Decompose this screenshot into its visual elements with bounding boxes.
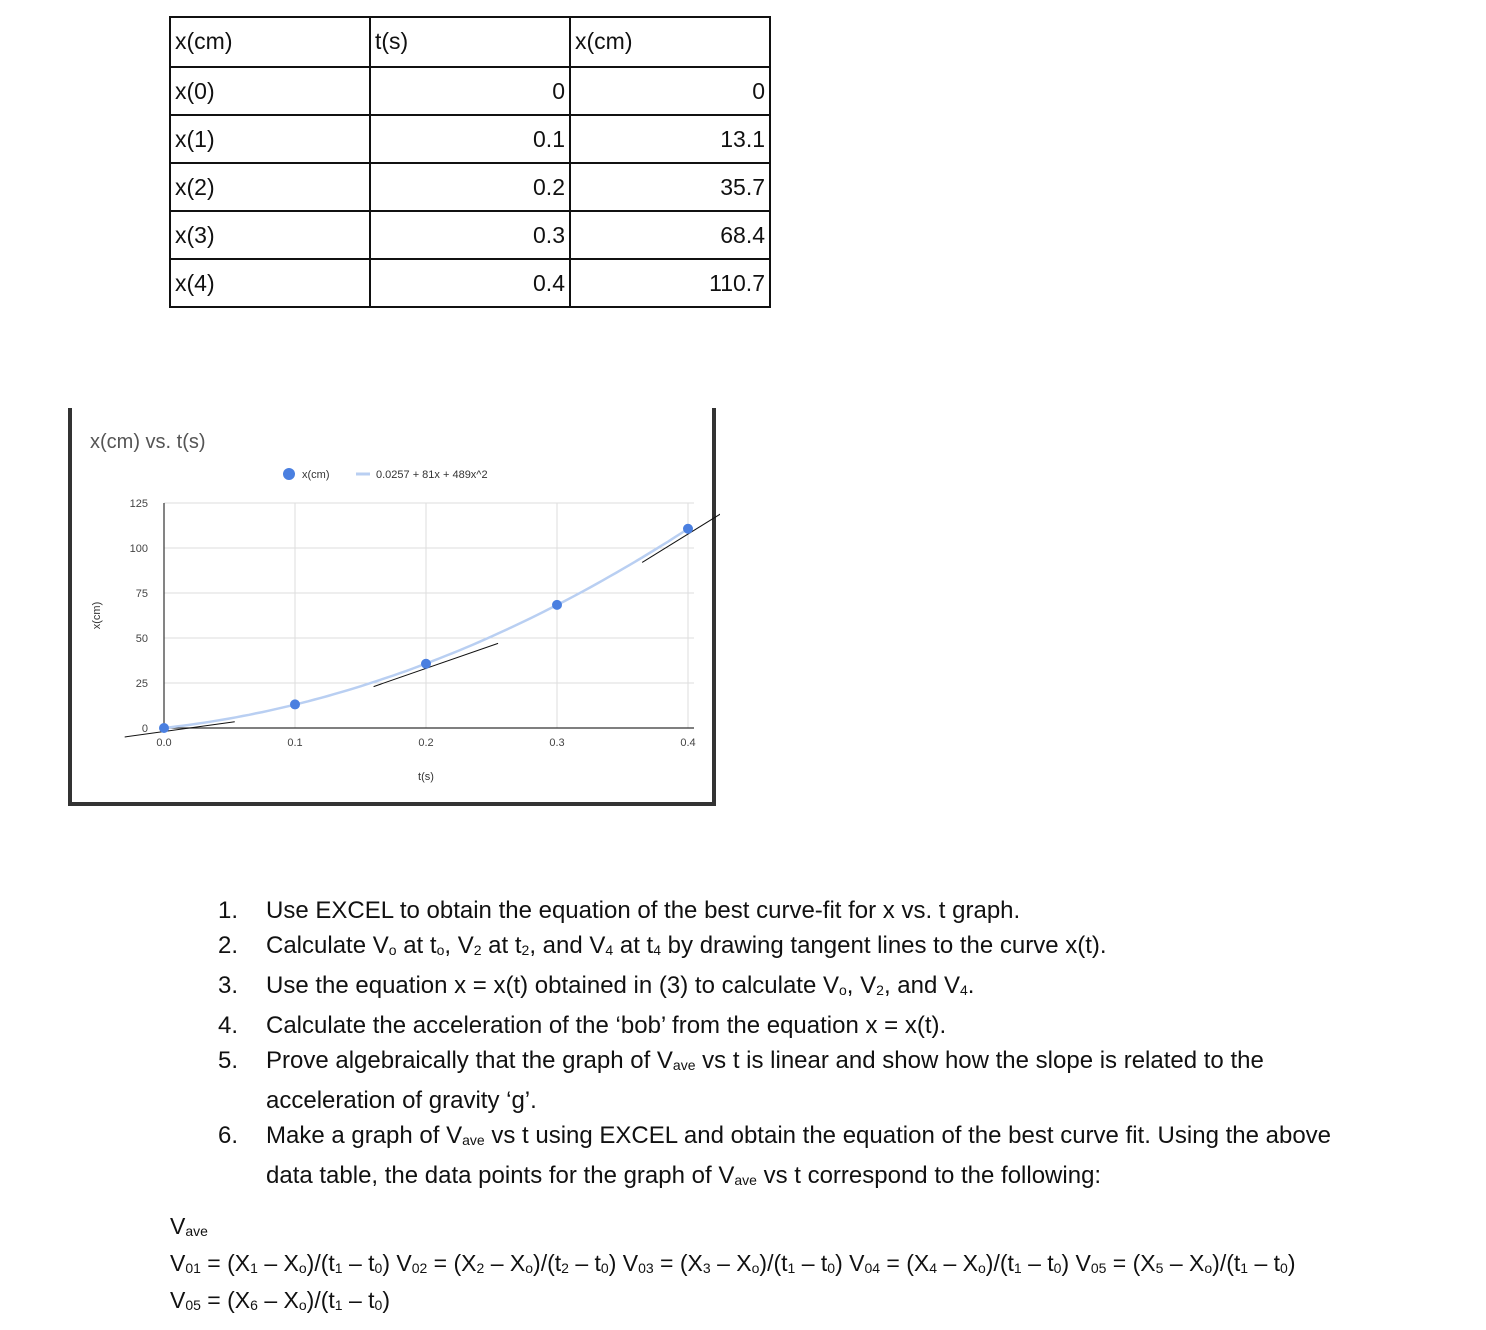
data-point <box>159 723 169 733</box>
subscript-text: 1 <box>787 1260 796 1276</box>
subscript-text: 4 <box>929 1260 938 1276</box>
subscript-text: o <box>298 1297 307 1313</box>
y-tick-label: 0 <box>141 723 148 735</box>
text-run: = (X <box>653 1250 703 1276</box>
text-run: Calculate V <box>266 932 389 959</box>
subscript-text: 01 <box>185 1260 201 1276</box>
y-tick-label: 100 <box>129 543 148 555</box>
x-tick-label: 0.1 <box>287 737 303 749</box>
table-cell: x(2) <box>170 163 370 211</box>
text-run: – X <box>257 1287 299 1313</box>
subscript-text: 2 <box>476 1260 485 1276</box>
data-point <box>421 659 431 669</box>
y-tick-label: 125 <box>129 498 148 510</box>
table-cell: x(3) <box>170 211 370 259</box>
subscript-text: 1 <box>1240 1260 1249 1276</box>
table-cell: 0 <box>570 67 770 115</box>
subscript-text: 2 <box>521 942 530 958</box>
question-text <box>266 972 974 999</box>
text-run: Calculate the acceleration of the ‘bob’ from the equation x = x(t). <box>266 1012 947 1039</box>
table-row <box>170 115 770 163</box>
subscript-text: 03 <box>638 1260 654 1276</box>
data-table-body <box>170 17 770 307</box>
subscript-text: 0 <box>1053 1260 1062 1276</box>
question-number: 4. <box>218 1012 239 1039</box>
tangent-line <box>642 514 720 563</box>
subscript-text: 05 <box>185 1297 201 1313</box>
data-point <box>552 600 562 610</box>
text-run: Make a graph of V <box>266 1122 463 1149</box>
subscript-text: 2 <box>561 1260 569 1276</box>
text-run: = (X <box>1106 1250 1156 1276</box>
subscript-text: o <box>1204 1260 1213 1276</box>
question-item <box>218 968 1378 1008</box>
table-cell: x(4) <box>170 259 370 307</box>
y-tick-label: 75 <box>135 588 148 600</box>
table-cell: 0.3 <box>370 211 570 259</box>
text-run: ) <box>1287 1250 1296 1276</box>
subscript-text: o <box>298 1260 307 1276</box>
subscript-text: ave <box>672 1057 696 1073</box>
text-run: Use the equation x = x(t) obtained in (3) to calculate V <box>266 972 839 999</box>
text-run: vs t using EXCEL and obtain the equation of the best curve fit. Using the above data table, the data points for the graph of V <box>266 1122 1332 1189</box>
text-run: – t <box>1021 1250 1054 1276</box>
text-run: at t <box>481 932 522 959</box>
text-run: Prove algebraically that the graph of V <box>266 1047 673 1074</box>
y-tick-label: 25 <box>135 678 148 690</box>
subscript-text: 2 <box>473 942 482 958</box>
table-cell: 0.2 <box>370 163 570 211</box>
table-cell: 0.4 <box>370 259 570 307</box>
subscript-text: 1 <box>1013 1260 1022 1276</box>
vave-formula-line <box>170 1284 1470 1321</box>
text-run: – t <box>795 1250 828 1276</box>
table-row <box>170 163 770 211</box>
question-item <box>218 928 1378 968</box>
subscript-text: o <box>388 942 397 958</box>
text-run: ) V <box>382 1250 412 1276</box>
text-run: vs t is linear and show how the slope is related to the acceleration of gravity ‘g’. <box>266 1047 1264 1114</box>
text-run: – X <box>484 1250 526 1276</box>
text-run: – X <box>710 1250 752 1276</box>
y-tick-label: 50 <box>135 633 148 645</box>
text-run: ) <box>382 1287 390 1313</box>
subscript-text: 4 <box>605 942 614 958</box>
text-run: vs t correspond to the following: <box>756 1162 1102 1189</box>
table-header-cell: t(s) <box>370 17 570 67</box>
x-axis-label: t(s) <box>418 771 434 783</box>
subscript-text: 1 <box>250 1260 258 1276</box>
text-run: Use EXCEL to obtain the equation of the best curve-fit for x vs. t graph. <box>266 897 1021 924</box>
x-tick-label: 0.0 <box>156 737 172 749</box>
subscript-text: o <box>525 1260 534 1276</box>
text-run: , V <box>444 932 474 959</box>
table-row <box>170 259 770 307</box>
text-run: , and V <box>529 932 606 959</box>
chart-title: x(cm) vs. t(s) <box>90 431 206 453</box>
subscript-text: 0 <box>1280 1260 1288 1276</box>
subscript-text: ave <box>185 1223 208 1239</box>
question-text <box>266 1012 946 1039</box>
table-cell: 110.7 <box>570 259 770 307</box>
table-header-row <box>170 17 770 67</box>
question-number: 6. <box>218 1122 239 1149</box>
table-header-cell: x(cm) <box>170 17 370 67</box>
subscript-text: o <box>751 1260 760 1276</box>
question-text <box>266 1047 1264 1114</box>
legend-points-label: x(cm) <box>302 469 330 481</box>
table-cell: 13.1 <box>570 115 770 163</box>
text-run: , and V <box>883 972 960 999</box>
question-number: 5. <box>218 1047 239 1074</box>
subscript-text: 0 <box>600 1260 609 1276</box>
subscript-text: 04 <box>864 1260 881 1276</box>
subscript-text: 0 <box>827 1260 836 1276</box>
vave-heading <box>170 1210 1470 1247</box>
table-cell: x(0) <box>170 67 370 115</box>
question-number: 3. <box>218 972 239 999</box>
table-cell: 35.7 <box>570 163 770 211</box>
question-text <box>266 1122 1331 1189</box>
xt-chart <box>68 408 720 802</box>
text-run: – t <box>568 1250 601 1276</box>
table-header-cell: x(cm) <box>570 17 770 67</box>
subscript-text: 0 <box>374 1297 383 1313</box>
text-run: )/(t <box>306 1250 335 1276</box>
text-run: – X <box>1163 1250 1205 1276</box>
text-run: = (X <box>427 1250 477 1276</box>
chart-panel <box>68 408 716 806</box>
subscript-text: 4 <box>960 982 968 998</box>
data-table <box>169 16 771 308</box>
x-tick-label: 0.2 <box>418 737 434 749</box>
question-number: 1. <box>218 897 239 924</box>
subscript-text: 3 <box>702 1260 711 1276</box>
subscript-text: 6 <box>250 1297 258 1313</box>
question-list <box>218 893 1378 1198</box>
text-run: ) V <box>1061 1250 1091 1276</box>
table-row <box>170 67 770 115</box>
question-text <box>266 897 1020 924</box>
text-run: )/(t <box>533 1250 562 1276</box>
text-run: – t <box>342 1287 375 1313</box>
text-run: = (X <box>880 1250 930 1276</box>
x-tick-label: 0.3 <box>549 737 565 749</box>
text-run: at t <box>613 932 654 959</box>
text-run: V <box>170 1250 186 1276</box>
text-run: , V <box>846 972 877 999</box>
subscript-text: o <box>436 942 445 958</box>
y-axis-label: x(cm) <box>91 601 103 630</box>
subscript-text: 4 <box>653 942 662 958</box>
table-cell: x(1) <box>170 115 370 163</box>
subscript-text: 5 <box>1155 1260 1164 1276</box>
text-run: . <box>967 972 975 999</box>
subscript-text: o <box>977 1260 986 1276</box>
data-point <box>683 524 693 534</box>
tangent-line <box>374 643 498 686</box>
text-run: at t <box>396 932 437 959</box>
table-cell: 0 <box>370 67 570 115</box>
question-item <box>218 1043 1378 1118</box>
text-run: V <box>170 1287 186 1313</box>
table-row <box>170 211 770 259</box>
question-text <box>266 932 1107 959</box>
text-run: by drawing tangent lines to the curve x(t). <box>661 932 1107 959</box>
text-run: – X <box>257 1250 299 1276</box>
text-run: – X <box>937 1250 978 1276</box>
text-run: = (X <box>200 1287 251 1313</box>
subscript-text: 1 <box>334 1297 343 1313</box>
vave-formula-line <box>170 1247 1470 1284</box>
question-item <box>218 1008 1378 1043</box>
x-tick-label: 0.4 <box>680 737 696 749</box>
subscript-text: 1 <box>334 1260 343 1276</box>
text-run: )/(t <box>759 1250 788 1276</box>
question-item <box>218 1118 1378 1198</box>
legend-points-marker <box>283 468 295 480</box>
subscript-text: 05 <box>1090 1260 1107 1276</box>
question-number: 2. <box>218 932 239 959</box>
subscript-text: ave <box>734 1172 757 1188</box>
text-run: = (X <box>200 1250 251 1276</box>
question-item <box>218 893 1378 928</box>
text-run: ) V <box>608 1250 639 1276</box>
subscript-text: 2 <box>876 982 884 998</box>
text-run: )/(t <box>306 1287 335 1313</box>
text-run: – t <box>342 1250 375 1276</box>
subscript-text: 0 <box>374 1260 383 1276</box>
text-run: V <box>170 1213 186 1239</box>
subscript-text: o <box>839 982 847 998</box>
legend-trendline-label: 0.0257 + 81x + 489x^2 <box>376 469 488 481</box>
text-run: – t <box>1248 1250 1281 1276</box>
subscript-text: 02 <box>411 1260 428 1276</box>
vave-definitions <box>170 1210 1470 1321</box>
text-run: ) V <box>835 1250 865 1276</box>
subscript-text: ave <box>462 1132 485 1148</box>
table-cell: 68.4 <box>570 211 770 259</box>
data-point <box>290 699 300 709</box>
text-run: )/(t <box>1212 1250 1241 1276</box>
text-run: )/(t <box>985 1250 1014 1276</box>
vave-formula-lines <box>170 1247 1470 1321</box>
table-cell: 0.1 <box>370 115 570 163</box>
